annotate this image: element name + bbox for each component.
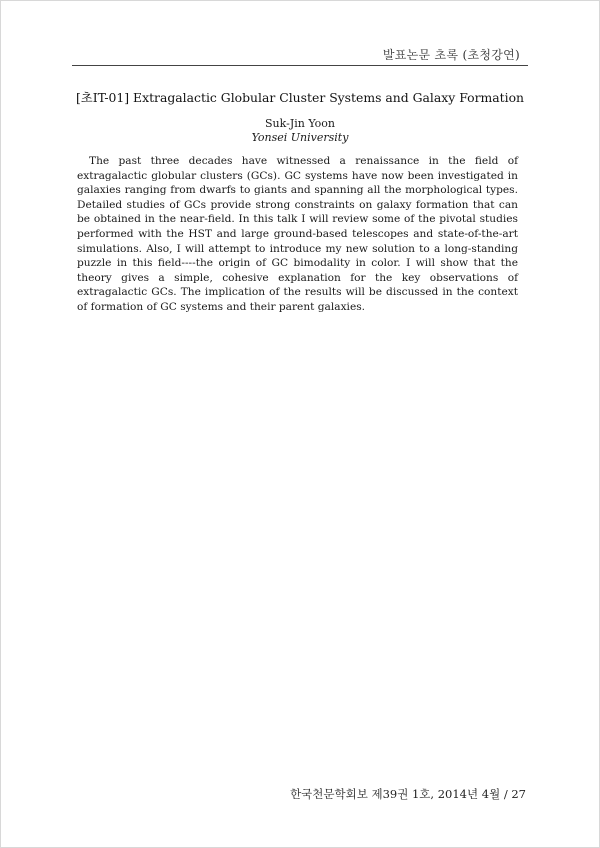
footer-citation: 한국천문학회보 제39권 1호, 2014년 4월 / 27 xyxy=(290,787,526,801)
abstract-text: The past three decades have witnessed a renaissance in the field of extragalactic globular clusters (GCs). GC systems have now been investigated in galaxies ranging from dwarfs to giants and spanning all the morphological types. Detailed studies of GCs provide strong constraints on galaxy formation that can be obtained in the near-field. In this talk I will review some of the pivotal studies performed with the HST and large ground-based telescopes and state-of-the-art simulations. Also, I will attempt to introduce my new solution to a long-standing puzzle in this field----the origin of GC bimodality in color. I will show that the theory gives a simple, cohesive explanation for the key observations of extragalactic GCs. The implication of the results will be discussed in the context of formation of GC systems and their parent galaxies. xyxy=(77,155,518,313)
article-title: [초IT-01] Extragalactic Globular Cluster Systems and Galaxy Formation xyxy=(75,90,525,105)
author-affiliation: Yonsei University xyxy=(251,131,349,144)
author-name: Suk-Jin Yoon xyxy=(265,117,335,130)
header-rule xyxy=(72,65,528,66)
running-header: 발표논문 초록 (초청강연) xyxy=(382,48,520,62)
